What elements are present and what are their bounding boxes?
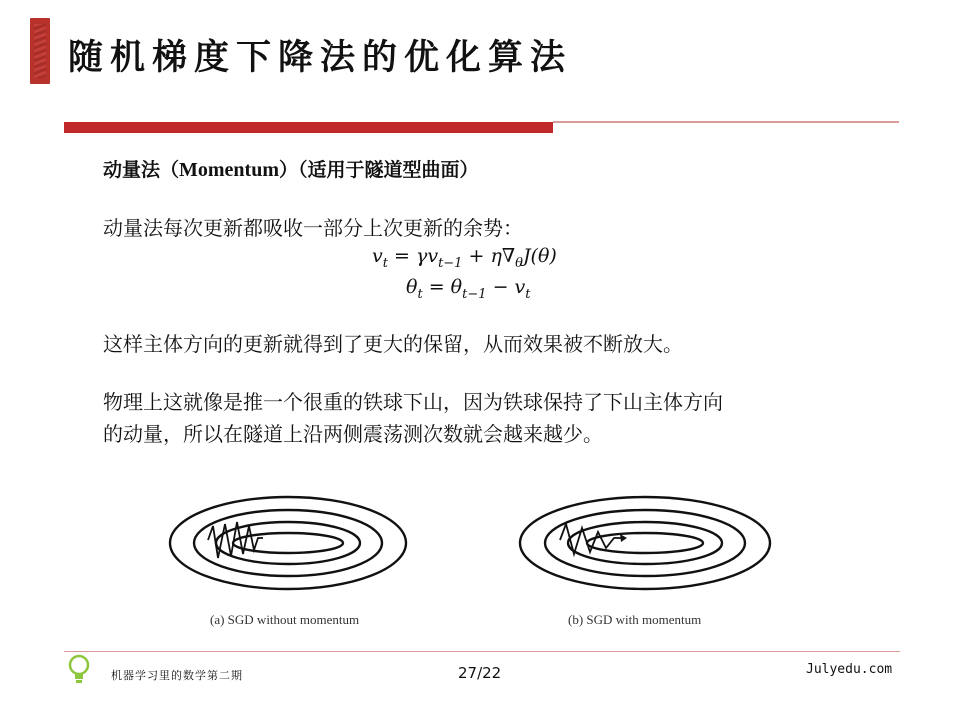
title-underline-accent [64,122,553,133]
paragraph-analogy-line1: 物理上这就像是推一个很重的铁球下山，因为铁球保持了下山主体方向 [103,390,723,414]
figure-sgd-without-momentum [160,488,420,608]
paragraph-analogy-line2: 的动量，所以在隧道上沿两侧震荡测次数就会越来越少。 [103,422,603,446]
heading-latin: Momentum [179,159,279,181]
footer-site: Julyedu.com [806,662,893,677]
page-number: 27/22 [458,664,502,682]
heading-suffix: ）（适用于隧道型曲面） [279,159,479,181]
footer-rule [64,651,900,652]
heading-prefix: 动量法（ [103,159,180,181]
paragraph-amplify: 这样主体方向的更新就得到了更大的保留，从而效果被不断放大。 [103,332,683,356]
logo-mark [30,18,50,84]
equation-velocity: $v_t = \gamma v_{t-1} + \eta\nabla_\theta J(\theta)$ [372,245,557,271]
caption-without-momentum: (a) SGD without momentum [210,612,360,627]
slide-title: 随机梯度下降法的优化算法 [68,37,573,78]
intro-text: 动量法每次更新都吸收一部分上次更新的余势： [103,216,523,240]
lightbulb-icon [66,653,92,687]
footer-course-name: 机器学习里的数学第二期 [111,669,243,682]
caption-with-momentum: (b) SGD with momentum [568,612,702,627]
title-underline-rule [553,121,899,123]
section-heading [103,155,479,182]
figure-sgd-with-momentum [510,488,780,608]
equation-update: $\theta_t = \theta_{t-1} - v_t$ [406,276,531,302]
